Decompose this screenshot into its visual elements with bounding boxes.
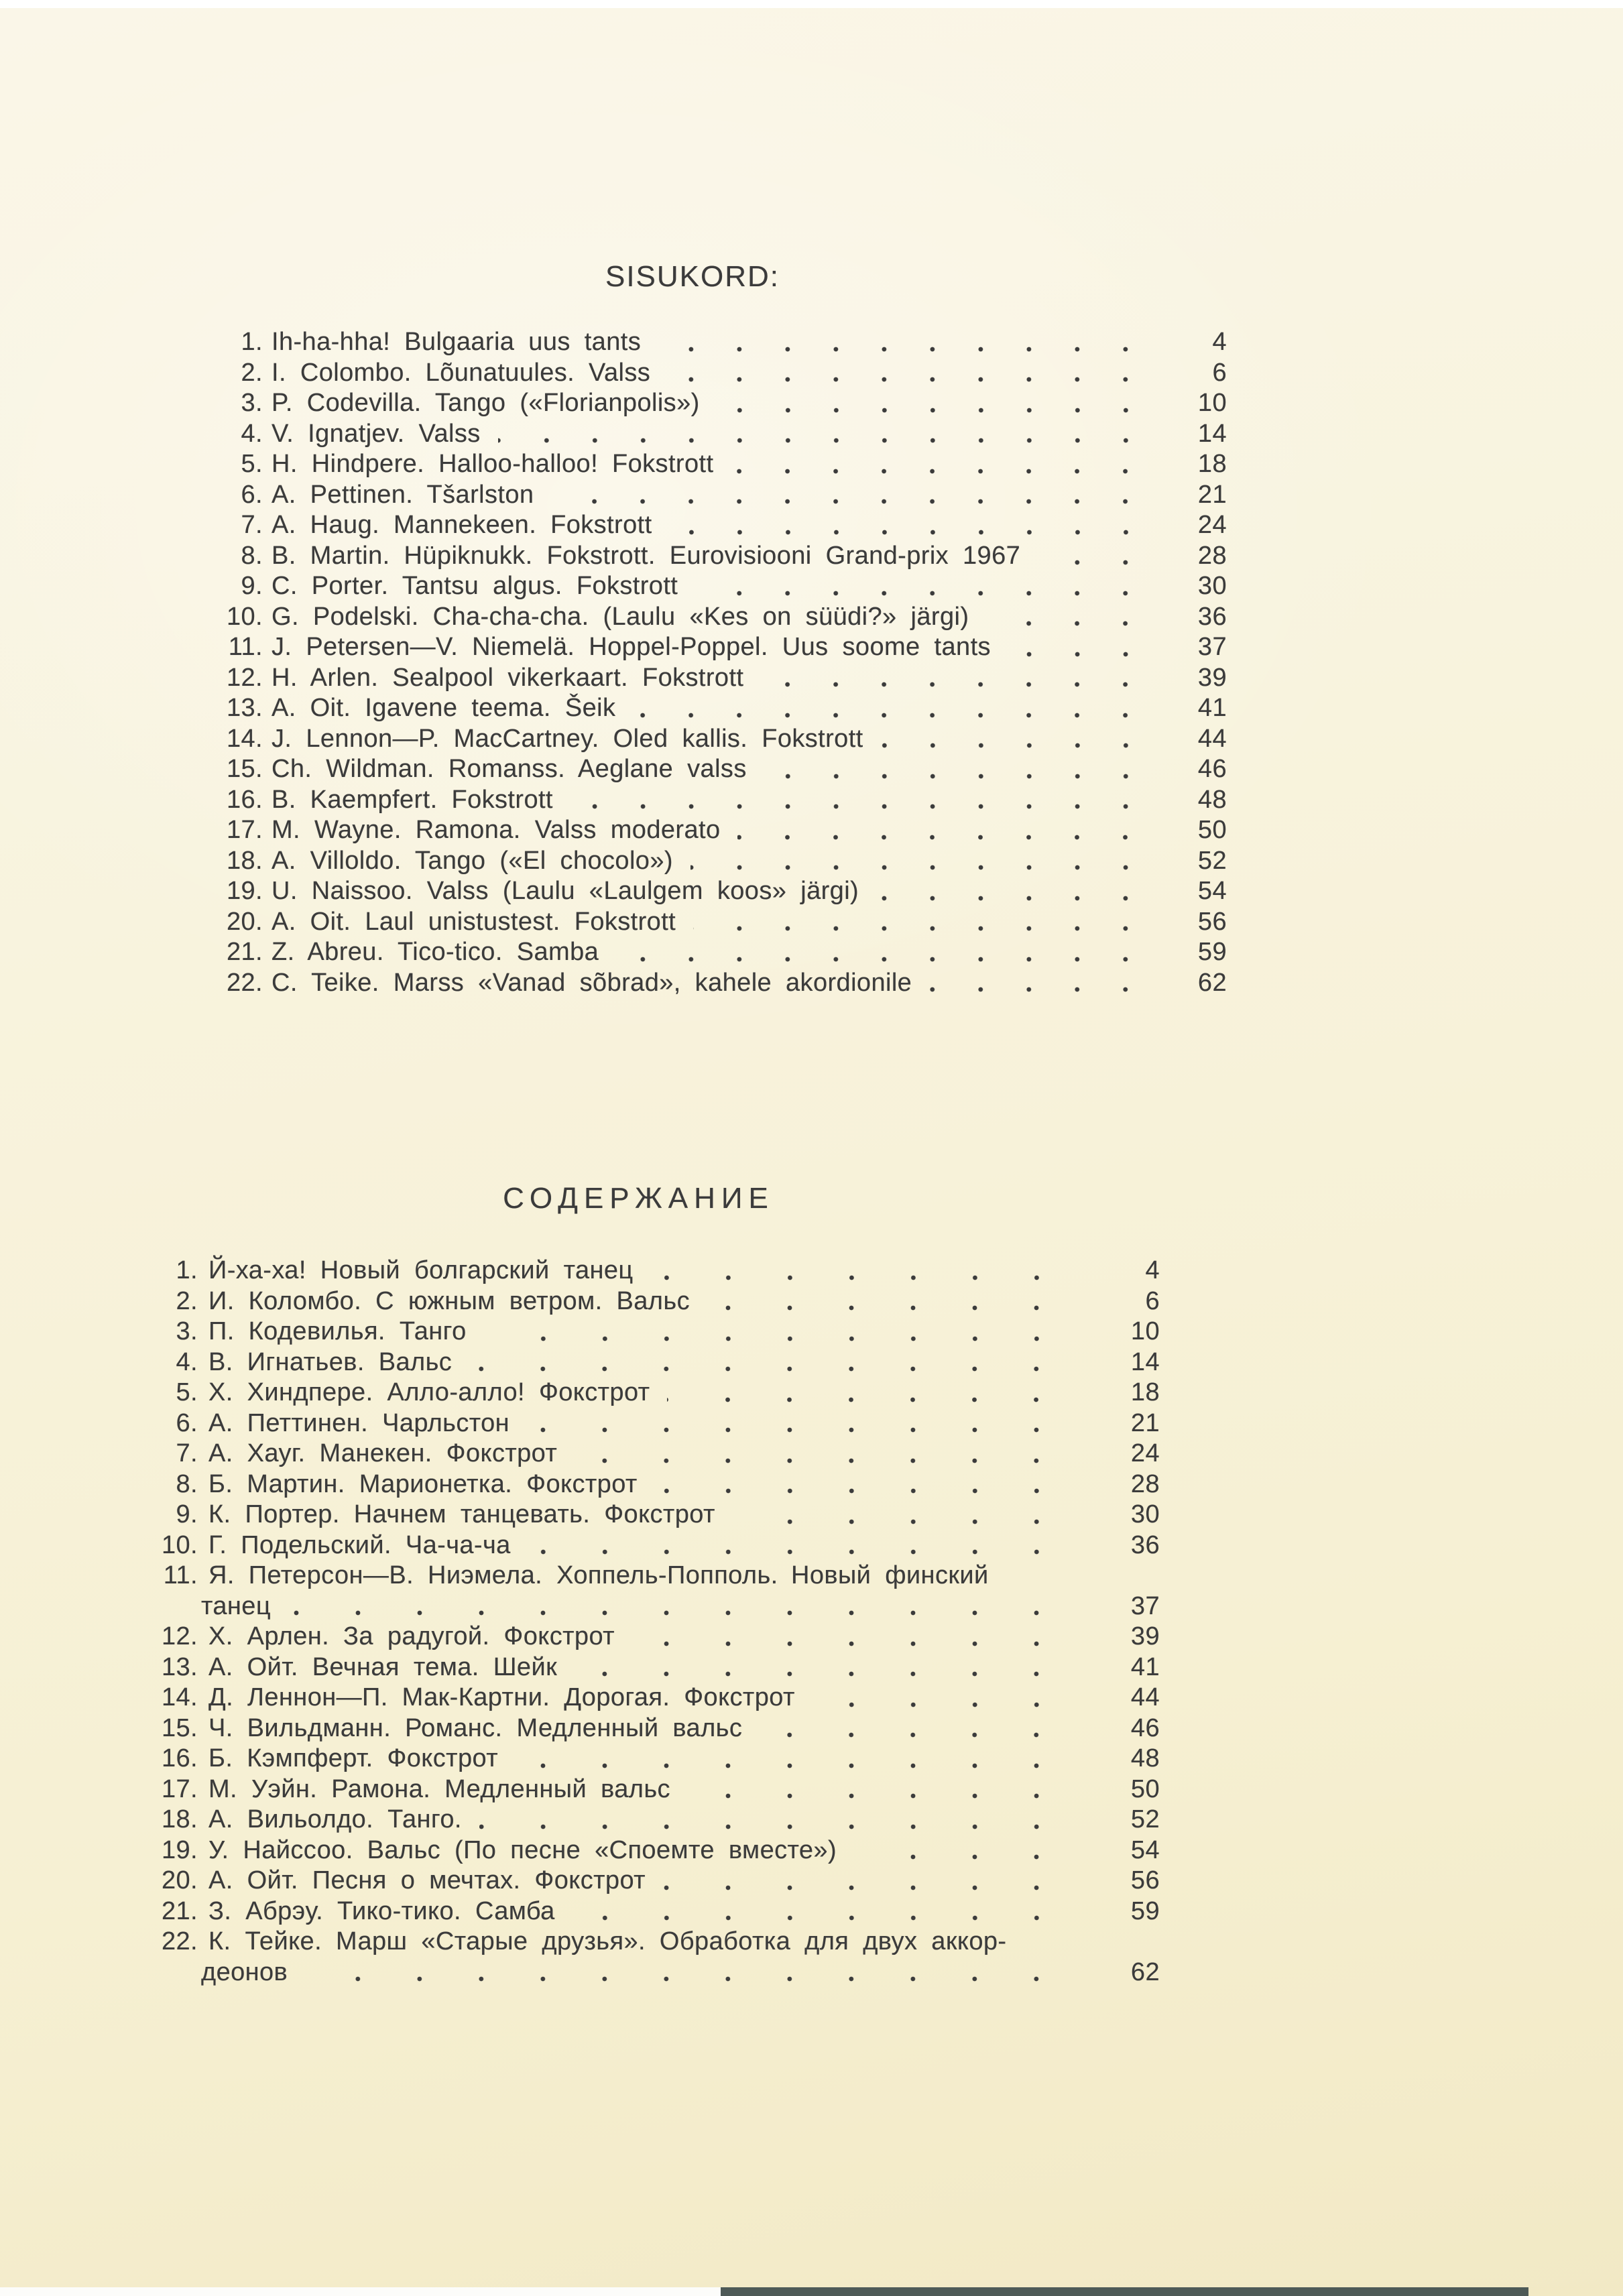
item-number: 5. (176, 1378, 198, 1406)
toc-row (221, 602, 1227, 633)
page-number: 6 (1212, 358, 1227, 387)
dot-leader (761, 663, 1153, 694)
item-number: 4. (176, 1347, 198, 1376)
item-number: 19. (226, 877, 263, 905)
dot-leader (764, 754, 1153, 785)
item-number: 11. (163, 1561, 198, 1589)
dot-leader (527, 1408, 1071, 1439)
dot-leader (655, 1469, 1071, 1500)
item-title: A. Haug. Mannekeen. Fokstrott (272, 511, 652, 539)
item-number: 6. (176, 1408, 198, 1437)
dot-leader (929, 968, 1153, 999)
dot-leader (551, 480, 1153, 511)
dot-leader (484, 1317, 1071, 1347)
item-title: A. Pettinen. Tšarlston (272, 480, 534, 509)
item-number: 18. (161, 1805, 198, 1833)
toc-row (151, 1500, 1160, 1530)
scan-edge-top (0, 0, 1623, 8)
item-title: Х. Арлен. За радугой. Фокстрот (208, 1622, 615, 1650)
page-number: 4 (1212, 328, 1227, 356)
item-title: V. Ignatjev. Valss (272, 419, 481, 448)
item-number: 14. (161, 1683, 198, 1711)
item-number: 12. (161, 1622, 198, 1650)
dot-leader (737, 815, 1153, 846)
item-number: 15. (161, 1713, 198, 1742)
toc-row (221, 815, 1227, 846)
dot-leader (498, 419, 1153, 450)
item-title: H. Hindpere. Halloo-halloo! Fokstrott (272, 450, 714, 478)
item-title: Д. Леннон—П. Мак-Картни. Дорогая. Фокстрот (208, 1683, 795, 1711)
toc-row (151, 1408, 1160, 1439)
russian-toc-list (151, 1256, 1160, 1988)
item-number: 11. (228, 633, 263, 661)
item-number: 14. (226, 724, 263, 753)
page-number: 30 (1197, 572, 1227, 600)
page-number: 56 (1130, 1866, 1160, 1894)
estonian-toc-title: SISUKORD: (605, 260, 780, 293)
toc-row (221, 876, 1227, 907)
item-title: Z. Abreu. Tico-tico. Samba (272, 938, 599, 966)
dot-leader (733, 1500, 1071, 1530)
item-number: 21. (226, 938, 263, 966)
estonian-toc-section (221, 261, 1227, 998)
item-title: А. Ойт. Песня о мечтах. Фокстрот (208, 1866, 646, 1894)
item-title: Х. Хиндпере. Алло-алло! Фокстрот (208, 1378, 650, 1406)
page-number: 41 (1130, 1652, 1160, 1681)
toc-row (151, 1378, 1160, 1408)
toc-row (151, 1866, 1160, 1896)
item-title: J. Petersen—V. Niemelä. Hoppel-Poppel. Uus soome tants (272, 633, 991, 661)
toc-row (151, 1622, 1160, 1652)
toc-row (151, 1561, 1160, 1591)
dot-leader (575, 1652, 1071, 1683)
toc-row (151, 1835, 1160, 1866)
page-number: 36 (1197, 602, 1227, 631)
item-title: I. Colombo. Lõunatuules. Valss (272, 358, 651, 387)
item-number: 2. (176, 1286, 198, 1315)
item-title: Б. Кэмпферт. Фокстрот (208, 1744, 499, 1772)
item-title: З. Абрэу. Тико-тико. Самба (208, 1896, 555, 1925)
item-number: 19. (161, 1835, 198, 1864)
page-number: 39 (1130, 1622, 1160, 1650)
item-number: 3. (241, 389, 263, 417)
toc-row (221, 449, 1227, 480)
dot-leader (469, 1347, 1071, 1378)
item-title: M. Wayne. Ramona. Valss moderato (272, 816, 721, 844)
dot-leader (854, 1835, 1071, 1866)
item-title: Я. Петерсон—В. Ниэмела. Хоппель-Попполь. Новый финский (208, 1561, 989, 1589)
dot-leader (288, 1591, 1071, 1622)
dot-leader (695, 571, 1153, 602)
item-number: 16. (226, 785, 263, 814)
page-number: 44 (1197, 724, 1227, 753)
item-number: 22. (161, 1927, 198, 1955)
dot-leader (1038, 541, 1153, 572)
item-number: 21. (161, 1896, 198, 1925)
item-title: К. Тейке. Марш «Старые друзья». Обработка для двух аккор- (208, 1927, 1007, 1955)
item-title: H. Arlen. Sealpool vikerkaart. Fokstrott (272, 663, 744, 692)
item-number: 9. (241, 572, 263, 600)
toc-row (151, 1683, 1160, 1713)
dot-leader (305, 1957, 1071, 1988)
item-title: А. Хауг. Манекен. Фокстрот (208, 1439, 558, 1467)
page-number: 36 (1130, 1530, 1160, 1559)
dot-leader (670, 510, 1153, 541)
toc-row (151, 1286, 1160, 1317)
page-number: 41 (1197, 694, 1227, 722)
toc-row (151, 1530, 1160, 1561)
item-number: 16. (161, 1744, 198, 1772)
item-title: Ih-ha-hha! Bulgaaria uus tants (272, 328, 642, 356)
page-number: 59 (1197, 938, 1227, 966)
toc-row (221, 785, 1227, 816)
item-title: К. Портер. Начнем танцевать. Фокстрот (208, 1500, 715, 1528)
item-number: 17. (226, 816, 263, 844)
item-number: 13. (161, 1652, 198, 1681)
page-number: 14 (1130, 1347, 1160, 1376)
item-number: 10. (161, 1530, 198, 1559)
page-number: 28 (1130, 1469, 1160, 1498)
page-number: 62 (1130, 1957, 1160, 1986)
item-number: 1. (241, 328, 263, 356)
item-title-continuation: танец (201, 1591, 271, 1620)
dot-leader (632, 1622, 1071, 1652)
page-number: 10 (1197, 389, 1227, 417)
toc-row (221, 571, 1227, 602)
toc-row (221, 480, 1227, 511)
toc-row (221, 754, 1227, 785)
page-number: 48 (1130, 1744, 1160, 1772)
dot-leader (570, 785, 1153, 816)
toc-row (151, 1439, 1160, 1469)
toc-row (221, 846, 1227, 877)
item-number: 4. (241, 419, 263, 448)
toc-row (221, 693, 1227, 724)
item-title: J. Lennon—P. MacCartney. Oled kallis. Fokstrott (272, 724, 863, 753)
item-number: 13. (226, 694, 263, 722)
item-title: И. Коломбо. С южным ветром. Вальс (208, 1286, 690, 1315)
toc-row (151, 1805, 1160, 1835)
item-number: 8. (241, 541, 263, 570)
item-number: 18. (226, 846, 263, 875)
toc-row (221, 419, 1227, 450)
dot-leader (876, 876, 1153, 907)
toc-row (221, 510, 1227, 541)
toc-row (151, 1896, 1160, 1927)
item-title: Ch. Wildman. Romanss. Aeglane valss (272, 755, 747, 783)
russian-toc-section (151, 1183, 1160, 1988)
item-title: А. Ойт. Вечная тема. Шейк (208, 1652, 558, 1681)
toc-row (221, 663, 1227, 694)
page-number: 39 (1197, 663, 1227, 692)
toc-row (221, 358, 1227, 389)
page-number: 52 (1130, 1805, 1160, 1833)
item-number: 17. (161, 1774, 198, 1803)
page-number: 52 (1197, 846, 1227, 875)
page-number: 54 (1130, 1835, 1160, 1864)
dot-leader (690, 846, 1153, 877)
russian-toc-title: СОДЕРЖАНИЕ (503, 1182, 774, 1215)
item-title: C. Teike. Marss «Vanad sõbrad», kahele akordionile (272, 968, 912, 997)
dot-leader (516, 1744, 1071, 1774)
item-title: А. Вильолдо. Танго. (208, 1805, 462, 1833)
dot-leader (575, 1439, 1071, 1469)
toc-row (221, 388, 1227, 419)
item-number: 6. (241, 480, 263, 509)
item-title-continuation: деонов (201, 1957, 288, 1986)
page-number: 37 (1130, 1591, 1160, 1620)
page-number: 46 (1130, 1713, 1160, 1742)
dot-leader (760, 1713, 1071, 1744)
toc-row-continuation (151, 1591, 1160, 1622)
page-number: 46 (1197, 755, 1227, 783)
item-number: 20. (161, 1866, 198, 1894)
item-number: 10. (226, 602, 263, 631)
dot-leader (658, 327, 1153, 358)
page-number: 48 (1197, 785, 1227, 814)
toc-row (151, 1744, 1160, 1774)
dot-leader (668, 358, 1153, 389)
item-title: Ч. Вильдманн. Романс. Медленный вальс (208, 1713, 743, 1742)
item-title: P. Codevilla. Tango («Florianpolis») (272, 389, 700, 417)
dot-leader (688, 1774, 1071, 1805)
item-title: B. Martin. Hüpiknukk. Fokstrott. Eurovisiooni Grand-prix 1967 (272, 541, 1021, 570)
dot-leader (731, 449, 1153, 480)
page-number: 59 (1130, 1896, 1160, 1925)
page-number: 18 (1197, 450, 1227, 478)
page-number: 4 (1145, 1256, 1160, 1284)
item-number: 3. (176, 1317, 198, 1345)
page-number: 50 (1197, 816, 1227, 844)
toc-row (151, 1256, 1160, 1286)
dot-leader (479, 1805, 1071, 1835)
item-number: 7. (241, 511, 263, 539)
toc-row (221, 327, 1227, 358)
dot-leader (528, 1530, 1071, 1561)
page-number: 28 (1197, 541, 1227, 570)
item-number: 5. (241, 450, 263, 478)
item-title: A. Oit. Laul unistustest. Fokstrott (272, 907, 676, 936)
item-title: У. Найссоо. Вальс (По песне «Споемте вместе») (208, 1835, 837, 1864)
item-title: А. Петтинен. Чарльстон (208, 1408, 510, 1437)
item-title: A. Villoldo. Tango («El chocolo») (272, 846, 673, 875)
toc-row (221, 937, 1227, 968)
toc-row (151, 1347, 1160, 1378)
item-number: 15. (226, 755, 263, 783)
item-title: B. Kaempfert. Fokstrott (272, 785, 553, 814)
toc-row (151, 1652, 1160, 1683)
dot-leader (616, 937, 1153, 968)
dot-leader (986, 602, 1153, 633)
toc-row (221, 541, 1227, 572)
item-number: 20. (226, 907, 263, 936)
scan-shadow-bottom (721, 2287, 1528, 2296)
item-number: 12. (226, 663, 263, 692)
scan-edge-bottom-right (1528, 2287, 1623, 2296)
item-title: М. Уэйн. Рамона. Медленный вальс (208, 1774, 670, 1803)
page-number: 24 (1130, 1439, 1160, 1467)
dot-leader (693, 907, 1153, 938)
toc-row (151, 1713, 1160, 1744)
estonian-toc-list (221, 327, 1227, 998)
toc-row (151, 1469, 1160, 1500)
dot-leader (651, 1256, 1071, 1286)
toc-row-continuation (151, 1957, 1160, 1988)
dot-leader (573, 1896, 1071, 1927)
dot-leader (663, 1866, 1071, 1896)
item-number: 2. (241, 358, 263, 387)
item-title: C. Porter. Tantsu algus. Fokstrott (272, 572, 678, 600)
dot-leader (1008, 632, 1153, 663)
dot-leader (881, 724, 1153, 755)
item-title: Й-ха-ха! Новый болгарский танец (208, 1256, 634, 1284)
page-number: 6 (1145, 1286, 1160, 1315)
page-number: 30 (1130, 1500, 1160, 1528)
toc-row (151, 1927, 1160, 1957)
item-title: Б. Мартин. Марионетка. Фокстрот (208, 1469, 638, 1498)
item-number: 1. (176, 1256, 198, 1284)
item-number: 9. (176, 1500, 198, 1528)
dot-leader (633, 693, 1153, 724)
item-title: U. Naissoo. Valss (Laulu «Laulgem koos» järgi) (272, 877, 859, 905)
item-number: 7. (176, 1439, 198, 1467)
toc-row (221, 632, 1227, 663)
dot-leader (707, 1286, 1071, 1317)
page-number: 21 (1197, 480, 1227, 509)
toc-row (221, 724, 1227, 755)
page-number: 18 (1130, 1378, 1160, 1406)
dot-leader (717, 388, 1153, 419)
item-title: Г. Подельский. Ча-ча-ча (208, 1530, 511, 1559)
page-number: 54 (1197, 877, 1227, 905)
page-number: 56 (1197, 907, 1227, 936)
item-title: G. Podelski. Cha-cha-cha. (Laulu «Kes on süüdi?» järgi) (272, 602, 969, 631)
page-number: 24 (1197, 511, 1227, 539)
toc-row (221, 907, 1227, 938)
dot-leader (667, 1378, 1071, 1408)
item-number: 8. (176, 1469, 198, 1498)
page-number: 62 (1197, 968, 1227, 997)
item-number: 22. (226, 968, 263, 997)
item-title: A. Oit. Igavene teema. Šeik (272, 694, 616, 722)
dot-leader (813, 1683, 1071, 1713)
toc-row (151, 1317, 1160, 1347)
page-number: 37 (1197, 633, 1227, 661)
item-title: В. Игнатьев. Вальс (208, 1347, 453, 1376)
page-number: 44 (1130, 1683, 1160, 1711)
toc-row (221, 968, 1227, 999)
page-number: 14 (1197, 419, 1227, 448)
item-title: П. Кодевилья. Танго (208, 1317, 467, 1345)
page-number: 21 (1130, 1408, 1160, 1437)
page-number: 50 (1130, 1774, 1160, 1803)
toc-row (151, 1774, 1160, 1805)
page-number: 10 (1130, 1317, 1160, 1345)
